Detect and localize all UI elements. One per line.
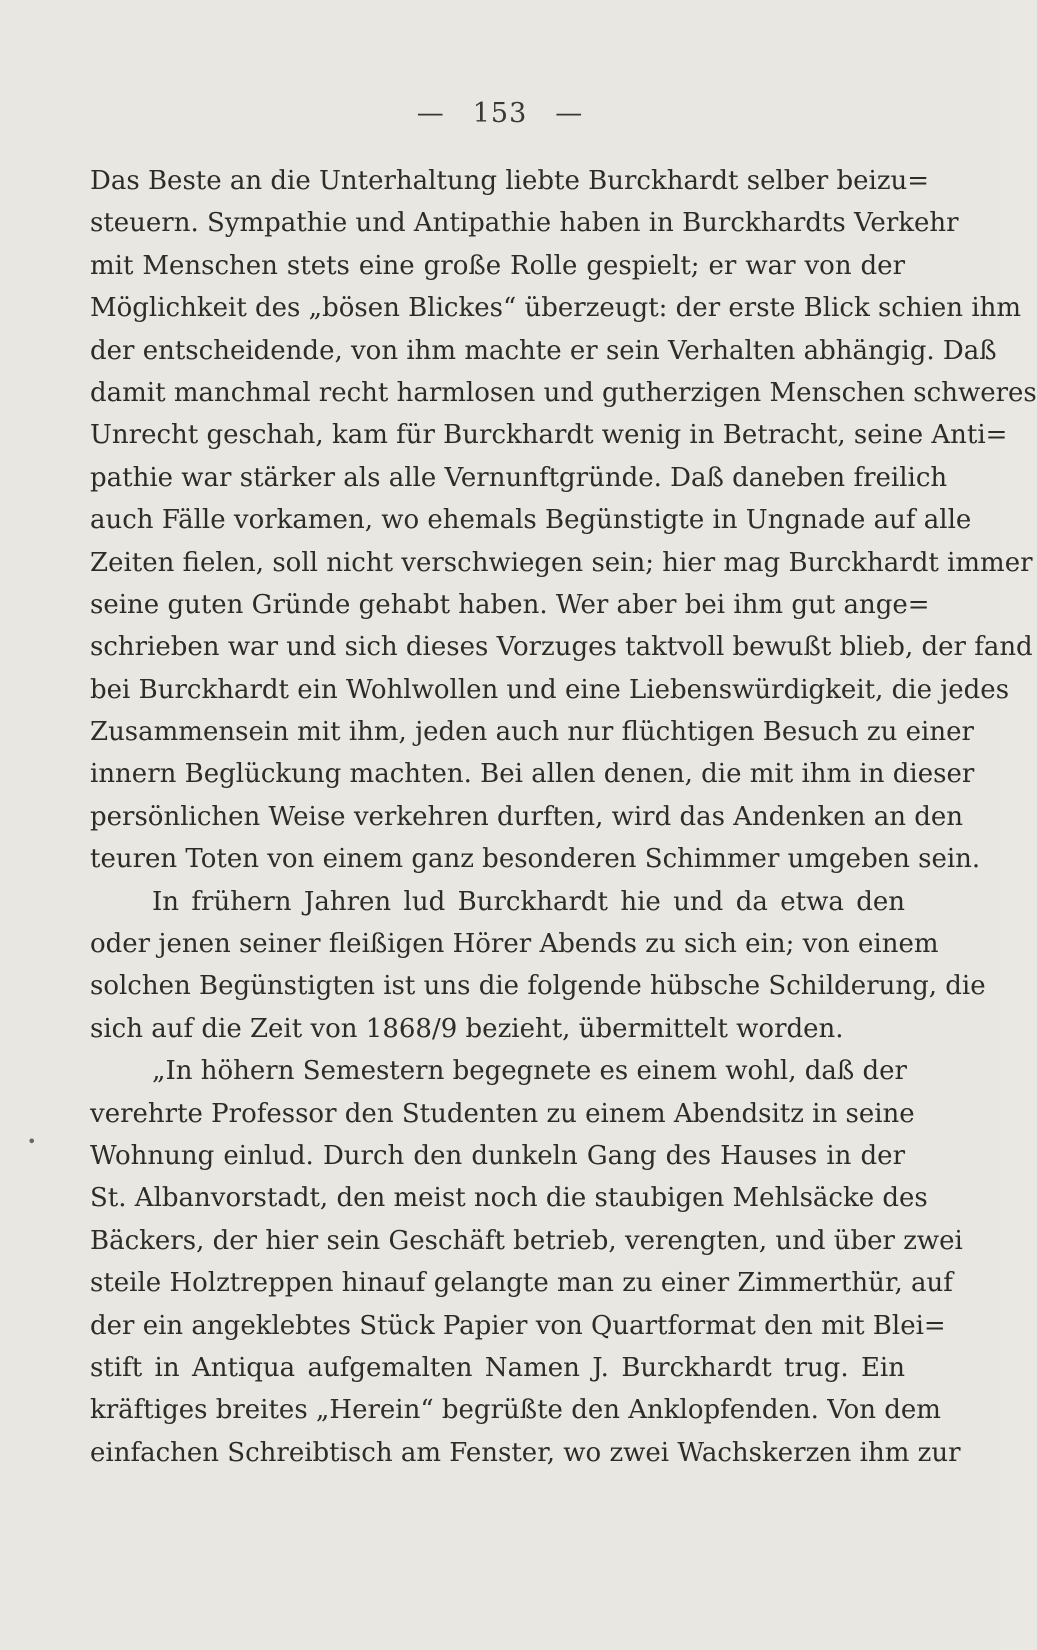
page-number-header	[0, 98, 1000, 129]
body-text	[90, 160, 1037, 1474]
text-line: solchen Begünstigten ist uns die folgende hübsche Schilderung, die	[90, 971, 986, 1002]
text-line: Das Beste an die Unterhaltung liebte Burckhardt selber beizu=	[90, 166, 930, 196]
text-line: pathie war stärker als alle Vernunftgründe. Daß daneben freilich	[90, 462, 948, 493]
text-line: Unrecht geschah, kam für Burckhardt wenig in Betracht, seine Anti=	[90, 420, 1008, 451]
text-line: innern Beglückung machten. Bei allen denen, die mit ihm in dieser	[90, 759, 975, 790]
text-line: Möglichkeit des „bösen Blickes“ überzeugt: der erste Blick schien ihm	[90, 293, 1022, 324]
text-line: oder jenen seiner fleißigen Hörer Abends zu sich ein; von einem	[90, 929, 939, 960]
text-line: bei Burckhardt ein Wohlwollen und eine Liebenswürdigkeit, die jedes	[90, 674, 1010, 705]
text-line: St. Albanvorstadt, den meist noch die staubigen Mehlsäcke des	[90, 1183, 928, 1214]
text-line: der entscheidende, von ihm machte er sein Verhalten abhängig. Daß	[90, 335, 997, 366]
text-line: „In höhern Semestern begegnete es einem wohl, daß der	[152, 1056, 907, 1087]
header-dash-right: —	[555, 98, 584, 129]
text-line: kräftiges breites „Herein“ begrüßte den Anklopfenden. Von dem	[90, 1395, 941, 1426]
text-line: steile Holztreppen hinauf gelangte man zu einer Zimmerthür, auf	[90, 1268, 953, 1299]
page-number: 153	[472, 98, 528, 129]
text-line: seine guten Gründe gehabt haben. Wer aber bei ihm gut ange=	[90, 589, 930, 620]
text-line: einfachen Schreibtisch am Fenster, wo zwei Wachskerzen ihm zur	[90, 1437, 961, 1468]
margin-mark: •	[27, 1132, 37, 1151]
text-line: Wohnung einlud. Durch den dunkeln Gang des Hauses in der	[90, 1140, 905, 1171]
text-line: Bäckers, der hier sein Geschäft betrieb, verengten, und über zwei	[90, 1225, 963, 1256]
text-line: persönlichen Weise verkehren durften, wird das Andenken an den	[90, 801, 963, 832]
text-line: Zusammensein mit ihm, jeden auch nur flüchtigen Besuch zu einer	[90, 717, 974, 748]
text-line: auch Fälle vorkamen, wo ehemals Begünstigte in Ungnade auf alle	[90, 505, 972, 536]
text-line: verehrte Professor den Studenten zu einem Abendsitz in seine	[90, 1098, 915, 1129]
text-line: teuren Toten von einem ganz besonderen Schimmer umgeben sein.	[90, 844, 981, 875]
text-line: schrieben war und sich dieses Vorzuges taktvoll bewußt blieb, der fand	[90, 632, 1033, 663]
text-line: Zeiten fielen, soll nicht verschwiegen sein; hier mag Burckhardt immer	[90, 547, 1033, 578]
text-line: sich auf die Zeit von 1868/9 bezieht, übermittelt worden.	[90, 1013, 844, 1044]
text-line: mit Menschen stets eine große Rolle gespielt; er war von der	[90, 250, 905, 281]
text-line: steuern. Sympathie und Antipathie haben in Burckhardts Verkehr	[90, 208, 959, 239]
text-line: damit manchmal recht harmlosen und gutherzigen Menschen schweres	[90, 377, 1037, 408]
header-dash-left: —	[416, 98, 445, 129]
text-line: In frühern Jahren lud Burckhardt hie und da etwa den	[152, 886, 905, 917]
text-line: stift in Antiqua aufgemalten Namen J. Burckhardt trug. Ein	[90, 1352, 905, 1383]
text-line: der ein angeklebtes Stück Papier von Quartformat den mit Blei=	[90, 1310, 946, 1341]
